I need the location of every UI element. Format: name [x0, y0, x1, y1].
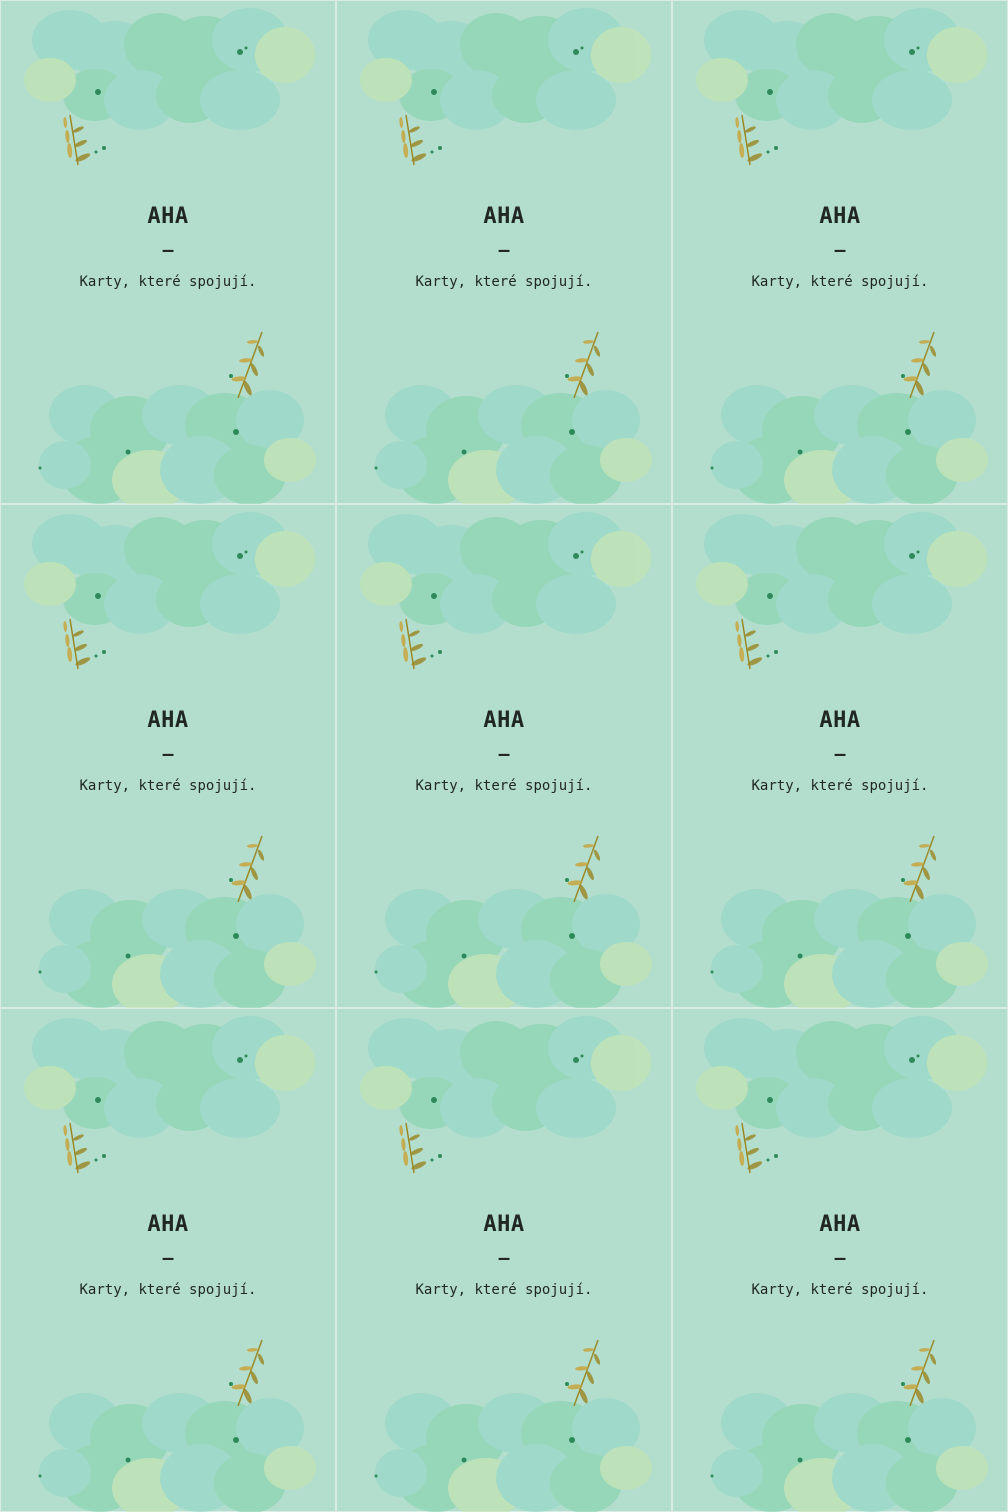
leaf-shape [249, 1370, 259, 1385]
leaf-shape [739, 143, 745, 158]
leaf-shape [739, 647, 745, 662]
card-title: AHA [819, 708, 861, 733]
leaf-shape [929, 345, 938, 357]
paint-speck [95, 89, 101, 95]
paint-speck [901, 1382, 905, 1386]
card-separator: – [162, 240, 174, 261]
leaf-shape [919, 844, 930, 848]
watercolor-blob [711, 945, 763, 993]
paint-speck [375, 971, 378, 974]
card-tagline: Karty, které spojují. [751, 274, 929, 290]
paint-speck [565, 1382, 569, 1386]
card-tagline: Karty, které spojují. [79, 1282, 257, 1298]
watercolor-blob [255, 1035, 315, 1091]
paint-speck [909, 49, 915, 55]
card-tagline: Karty, které spojují. [79, 778, 257, 794]
paint-speck [375, 1475, 378, 1478]
leaf-shape [63, 1125, 67, 1136]
paint-speck [431, 151, 434, 154]
watercolor-blob [711, 1449, 763, 1497]
leaf-shape [242, 884, 253, 901]
paint-speck [774, 146, 778, 150]
sprig-stem [406, 1123, 414, 1173]
leaf-shape [929, 1353, 938, 1365]
leaf-shape [578, 380, 589, 397]
paint-speck [233, 933, 239, 939]
leaf-shape [257, 345, 266, 357]
leaf-shape [745, 643, 760, 653]
paint-speck [39, 971, 42, 974]
paint-speck [767, 151, 770, 154]
paint-speck [798, 450, 803, 455]
card-title: AHA [483, 708, 525, 733]
watercolor-blob [936, 942, 988, 986]
paint-speck [233, 1437, 239, 1443]
paint-speck [909, 553, 915, 559]
leaf-shape [578, 884, 589, 901]
card-separator: – [834, 1248, 846, 1269]
paint-speck [237, 49, 243, 55]
leaf-shape [65, 130, 70, 143]
leaf-shape [735, 117, 739, 128]
paint-speck [462, 954, 467, 959]
card [672, 504, 1008, 1008]
card-tagline: Karty, které spojují. [415, 778, 593, 794]
paint-speck [245, 47, 248, 50]
watercolor-blob [711, 441, 763, 489]
watercolor-blob [696, 58, 748, 102]
leaf-shape [63, 621, 67, 632]
card-title: AHA [483, 1212, 525, 1237]
leaf-shape [583, 340, 594, 344]
leaf-shape [593, 345, 602, 357]
paint-speck [917, 47, 920, 50]
watercolor-blob [591, 531, 651, 587]
watercolor-blob [536, 70, 616, 130]
leaf-shape [578, 1388, 589, 1405]
leaf-shape [744, 1133, 756, 1142]
card [336, 1008, 672, 1512]
paint-speck [711, 467, 714, 470]
leaf-shape [247, 1348, 258, 1352]
paint-speck [126, 1458, 131, 1463]
watercolor-blob [600, 438, 652, 482]
watercolor-blob [360, 562, 412, 606]
paint-speck [233, 429, 239, 435]
paint-speck [229, 878, 233, 882]
paint-speck [798, 1458, 803, 1463]
leaf-shape [399, 1125, 403, 1136]
leaf-shape [67, 1151, 73, 1166]
paint-speck [569, 1437, 575, 1443]
leaf-shape [919, 340, 930, 344]
leaf-shape [242, 1388, 253, 1405]
leaf-shape [247, 844, 258, 848]
paint-speck [581, 47, 584, 50]
paint-speck [39, 467, 42, 470]
sprig-stem [70, 115, 78, 165]
paint-speck [565, 374, 569, 378]
paint-speck [229, 1382, 233, 1386]
watercolor-blob [255, 531, 315, 587]
leaf-shape [65, 1138, 70, 1151]
paint-speck [375, 467, 378, 470]
leaf-shape [249, 362, 259, 377]
paint-speck [569, 933, 575, 939]
watercolor-blob [360, 58, 412, 102]
watercolor-blob [696, 562, 748, 606]
sprig-stem [742, 1123, 750, 1173]
leaf-shape [408, 125, 420, 134]
watercolor-blob [255, 27, 315, 83]
watercolor-blob [39, 441, 91, 489]
watercolor-blob [696, 1066, 748, 1110]
paint-speck [229, 374, 233, 378]
leaf-shape [72, 125, 84, 134]
leaf-shape [745, 139, 760, 149]
watercolor-blob [591, 1035, 651, 1091]
card-tagline: Karty, které spojují. [415, 1282, 593, 1298]
card-separator: – [834, 240, 846, 261]
watercolor-blob [375, 945, 427, 993]
paint-speck [431, 655, 434, 658]
paint-speck [95, 151, 98, 154]
leaf-shape [914, 380, 925, 397]
sprig-stem [70, 1123, 78, 1173]
paint-speck [909, 1057, 915, 1063]
sprig-stem [742, 115, 750, 165]
leaf-shape [744, 125, 756, 134]
card-separator: – [162, 1248, 174, 1269]
watercolor-blob [200, 1078, 280, 1138]
paint-speck [711, 1475, 714, 1478]
paint-speck [95, 1159, 98, 1162]
leaf-shape [585, 1370, 595, 1385]
paint-speck [102, 1154, 106, 1158]
leaf-shape [65, 634, 70, 647]
paint-speck [102, 650, 106, 654]
paint-speck [95, 1097, 101, 1103]
leaf-shape [409, 1147, 424, 1157]
paint-speck [767, 593, 773, 599]
sprig-stem [406, 115, 414, 165]
paint-speck [569, 429, 575, 435]
leaf-shape [919, 1348, 930, 1352]
paint-speck [767, 1097, 773, 1103]
leaf-shape [63, 117, 67, 128]
card-tagline: Karty, které spojují. [79, 274, 257, 290]
paint-speck [102, 146, 106, 150]
paint-speck [774, 650, 778, 654]
leaf-shape [403, 647, 409, 662]
leaf-shape [403, 1151, 409, 1166]
leaf-shape [737, 1138, 742, 1151]
paint-speck [462, 1458, 467, 1463]
paint-speck [39, 1475, 42, 1478]
watercolor-blob [591, 27, 651, 83]
card [0, 0, 336, 504]
card-title: AHA [147, 708, 189, 733]
paint-speck [767, 655, 770, 658]
leaf-shape [399, 621, 403, 632]
watercolor-blob [927, 27, 987, 83]
paint-speck [126, 450, 131, 455]
leaf-shape [921, 1370, 931, 1385]
leaf-shape [401, 634, 406, 647]
paint-speck [245, 1055, 248, 1058]
sprig-stem [406, 619, 414, 669]
leaf-shape [593, 1353, 602, 1365]
leaf-shape [73, 643, 88, 653]
leaf-shape [409, 643, 424, 653]
paint-speck [901, 878, 905, 882]
paint-speck [438, 650, 442, 654]
leaf-shape [914, 1388, 925, 1405]
watercolor-blob [600, 942, 652, 986]
paint-speck [95, 655, 98, 658]
paint-speck [917, 1055, 920, 1058]
leaf-shape [73, 1147, 88, 1157]
leaf-shape [408, 629, 420, 638]
leaf-shape [67, 647, 73, 662]
paint-speck [237, 1057, 243, 1063]
card-title: AHA [147, 1212, 189, 1237]
sprig-stem [742, 619, 750, 669]
leaf-shape [257, 1353, 266, 1365]
paint-speck [438, 1154, 442, 1158]
paint-speck [581, 1055, 584, 1058]
leaf-shape [585, 362, 595, 377]
leaf-shape [737, 634, 742, 647]
card [672, 0, 1008, 504]
watercolor-blob [936, 438, 988, 482]
leaf-shape [401, 130, 406, 143]
card [672, 1008, 1008, 1512]
leaf-shape [73, 139, 88, 149]
leaf-shape [67, 143, 73, 158]
leaf-shape [583, 1348, 594, 1352]
watercolor-blob [200, 70, 280, 130]
watercolor-blob [39, 945, 91, 993]
leaf-shape [242, 380, 253, 397]
paint-speck [245, 551, 248, 554]
leaf-shape [921, 866, 931, 881]
watercolor-blob [375, 441, 427, 489]
paint-speck [917, 551, 920, 554]
watercolor-blob [39, 1449, 91, 1497]
card-title: AHA [819, 1212, 861, 1237]
paint-speck [431, 89, 437, 95]
sprig-stem [70, 619, 78, 669]
watercolor-blob [264, 1446, 316, 1490]
card [0, 504, 336, 1008]
paint-speck [573, 49, 579, 55]
card-title: AHA [483, 204, 525, 229]
leaf-shape [593, 849, 602, 861]
leaf-shape [737, 130, 742, 143]
card-separator: – [498, 1248, 510, 1269]
card-title: AHA [147, 204, 189, 229]
paint-speck [767, 89, 773, 95]
paint-speck [581, 551, 584, 554]
card-title: AHA [819, 204, 861, 229]
watercolor-blob [536, 574, 616, 634]
paint-speck [237, 553, 243, 559]
watercolor-blob [375, 1449, 427, 1497]
leaf-shape [744, 629, 756, 638]
paint-speck [431, 1097, 437, 1103]
card [0, 1008, 336, 1512]
leaf-shape [408, 1133, 420, 1142]
watercolor-blob [600, 1446, 652, 1490]
leaf-shape [409, 139, 424, 149]
paint-speck [767, 1159, 770, 1162]
paint-speck [438, 146, 442, 150]
watercolor-blob [360, 1066, 412, 1110]
leaf-shape [739, 1151, 745, 1166]
watercolor-blob [936, 1446, 988, 1490]
paint-speck [905, 1437, 911, 1443]
leaf-shape [72, 629, 84, 638]
paint-speck [573, 1057, 579, 1063]
watercolor-blob [24, 562, 76, 606]
watercolor-blob [200, 574, 280, 634]
card [336, 504, 672, 1008]
card-separator: – [498, 744, 510, 765]
leaf-shape [72, 1133, 84, 1142]
paint-speck [462, 450, 467, 455]
leaf-shape [403, 143, 409, 158]
paint-speck [126, 954, 131, 959]
leaf-shape [735, 621, 739, 632]
watercolor-blob [872, 1078, 952, 1138]
paint-speck [431, 593, 437, 599]
card [336, 0, 672, 504]
leaf-shape [735, 1125, 739, 1136]
paint-speck [431, 1159, 434, 1162]
watercolor-blob [927, 531, 987, 587]
leaf-shape [745, 1147, 760, 1157]
leaf-shape [247, 340, 258, 344]
paint-speck [711, 971, 714, 974]
leaf-shape [921, 362, 931, 377]
leaf-shape [399, 117, 403, 128]
leaf-shape [583, 844, 594, 848]
paint-speck [905, 933, 911, 939]
paint-speck [573, 553, 579, 559]
leaf-shape [257, 849, 266, 861]
watercolor-blob [264, 438, 316, 482]
paint-speck [565, 878, 569, 882]
watercolor-blob [264, 942, 316, 986]
paint-speck [95, 593, 101, 599]
paint-speck [901, 374, 905, 378]
leaf-shape [914, 884, 925, 901]
leaf-shape [249, 866, 259, 881]
leaf-shape [401, 1138, 406, 1151]
card-tagline: Karty, které spojují. [751, 778, 929, 794]
card-separator: – [498, 240, 510, 261]
paint-speck [774, 1154, 778, 1158]
watercolor-blob [927, 1035, 987, 1091]
paint-speck [905, 429, 911, 435]
card-separator: – [162, 744, 174, 765]
watercolor-blob [24, 1066, 76, 1110]
watercolor-blob [872, 574, 952, 634]
paint-speck [798, 954, 803, 959]
card-tagline: Karty, které spojují. [751, 1282, 929, 1298]
leaf-shape [585, 866, 595, 881]
watercolor-blob [536, 1078, 616, 1138]
leaf-shape [929, 849, 938, 861]
watercolor-blob [24, 58, 76, 102]
watercolor-blob [872, 70, 952, 130]
card-tagline: Karty, které spojují. [415, 274, 593, 290]
card-separator: – [834, 744, 846, 765]
